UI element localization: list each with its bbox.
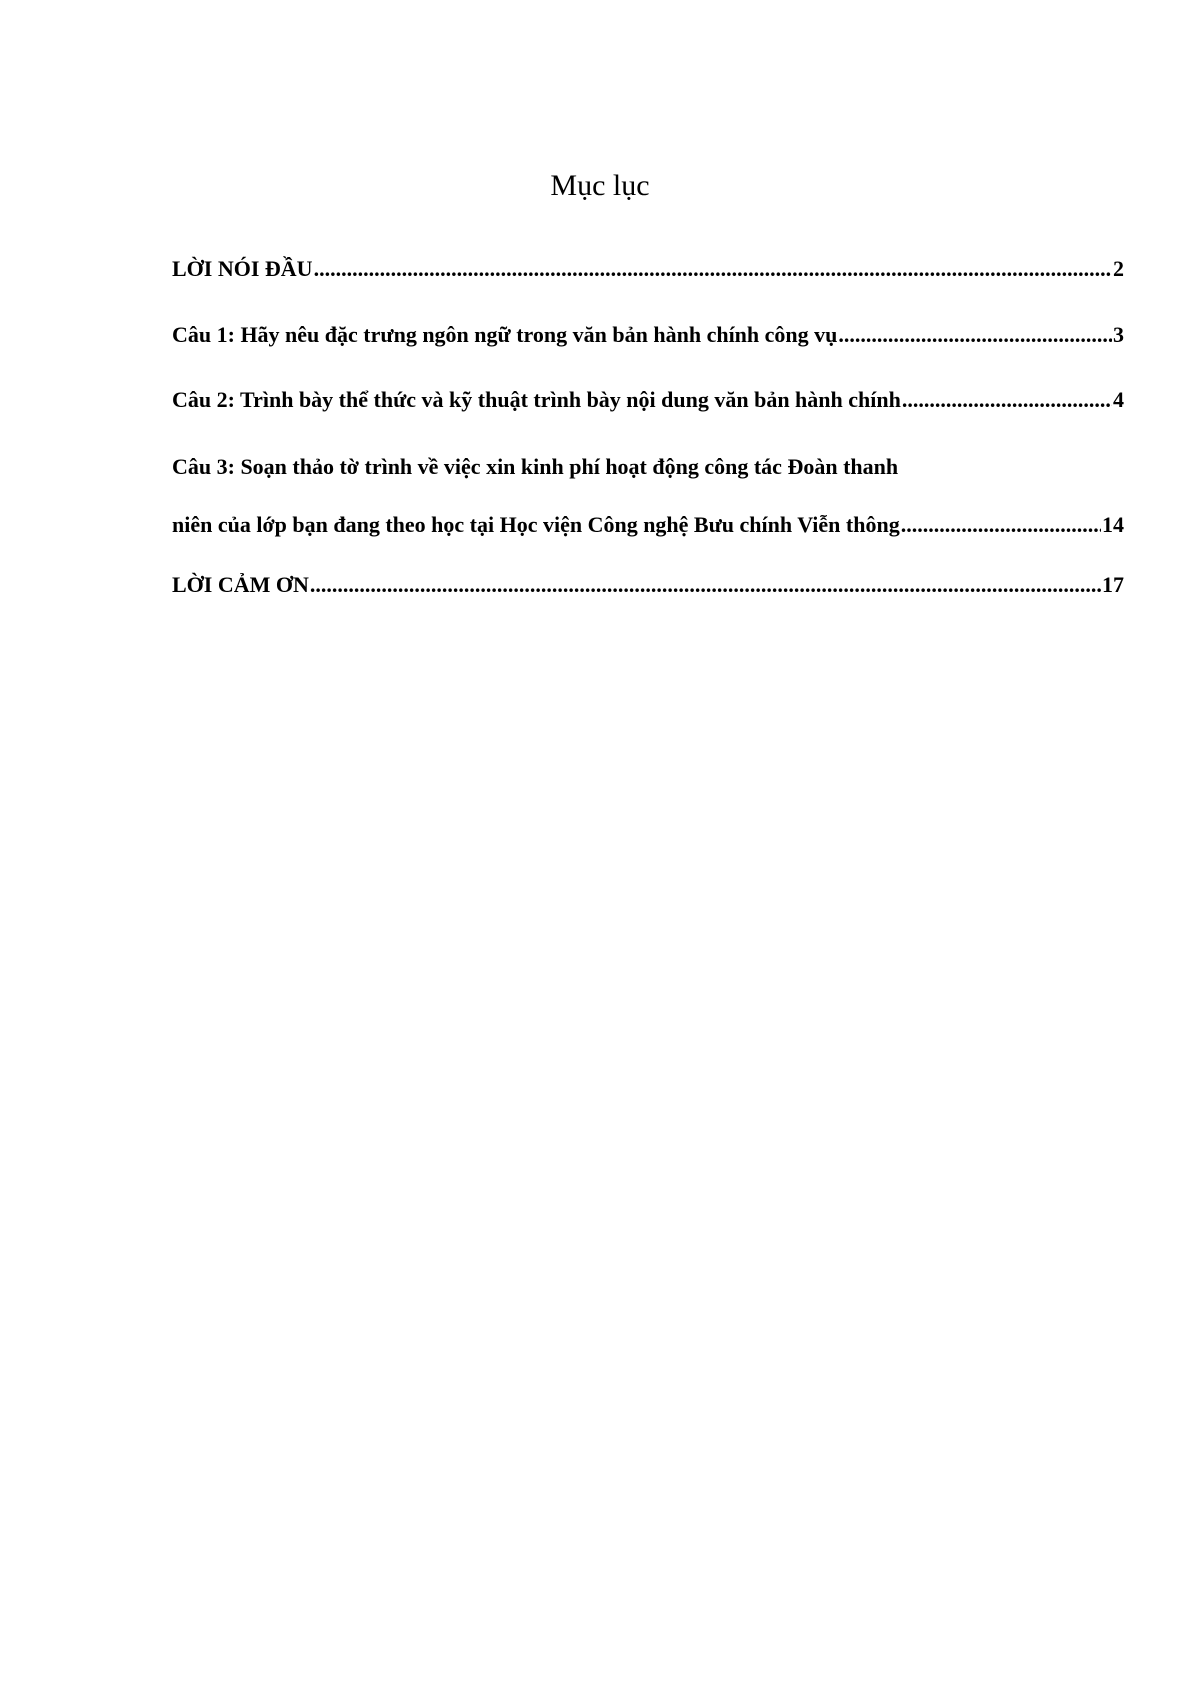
- toc-dot-leader: [838, 320, 1112, 350]
- toc-title: Mục lục: [550, 169, 650, 202]
- toc-page-number: 4: [1113, 387, 1124, 412]
- toc-dot-leader: [310, 570, 1101, 600]
- toc-page-number: 17: [1102, 572, 1124, 597]
- toc-entry-loi-noi-dau[interactable]: [172, 254, 1124, 284]
- toc-entry-text: Câu 2: Trình bày thể thức và kỹ thuật trình bày nội dung văn bản hành chính: [172, 387, 901, 412]
- toc-entry-cau-2[interactable]: [172, 385, 1124, 415]
- toc-dot-leader: [902, 385, 1112, 415]
- toc-entry-text: niên của lớp bạn đang theo học tại Học viện Công nghệ Bưu chính Viễn thông: [172, 512, 900, 537]
- toc-entry-text-line-1: Câu 3: Soạn thảo tờ trình về việc xin kinh phí hoạt động công tác Đoàn thanh: [172, 454, 899, 479]
- toc-dot-leader: [314, 254, 1112, 284]
- toc-entry-text: LỜI NÓI ĐẦU: [172, 256, 313, 281]
- toc-dot-leader: [901, 510, 1101, 540]
- toc-page-number: 3: [1113, 322, 1124, 347]
- toc-entry-cau-3[interactable]: [172, 452, 1124, 540]
- toc-entry-text: Câu 1: Hãy nêu đặc trưng ngôn ngữ trong văn bản hành chính công vụ: [172, 322, 838, 347]
- toc-page-number: 14: [1102, 512, 1124, 537]
- toc-entry-loi-cam-on[interactable]: [172, 570, 1124, 600]
- toc-page-number: 2: [1113, 256, 1124, 281]
- toc-entry-text: LỜI CẢM ƠN: [172, 572, 309, 597]
- toc-entry-cau-1[interactable]: [172, 320, 1124, 350]
